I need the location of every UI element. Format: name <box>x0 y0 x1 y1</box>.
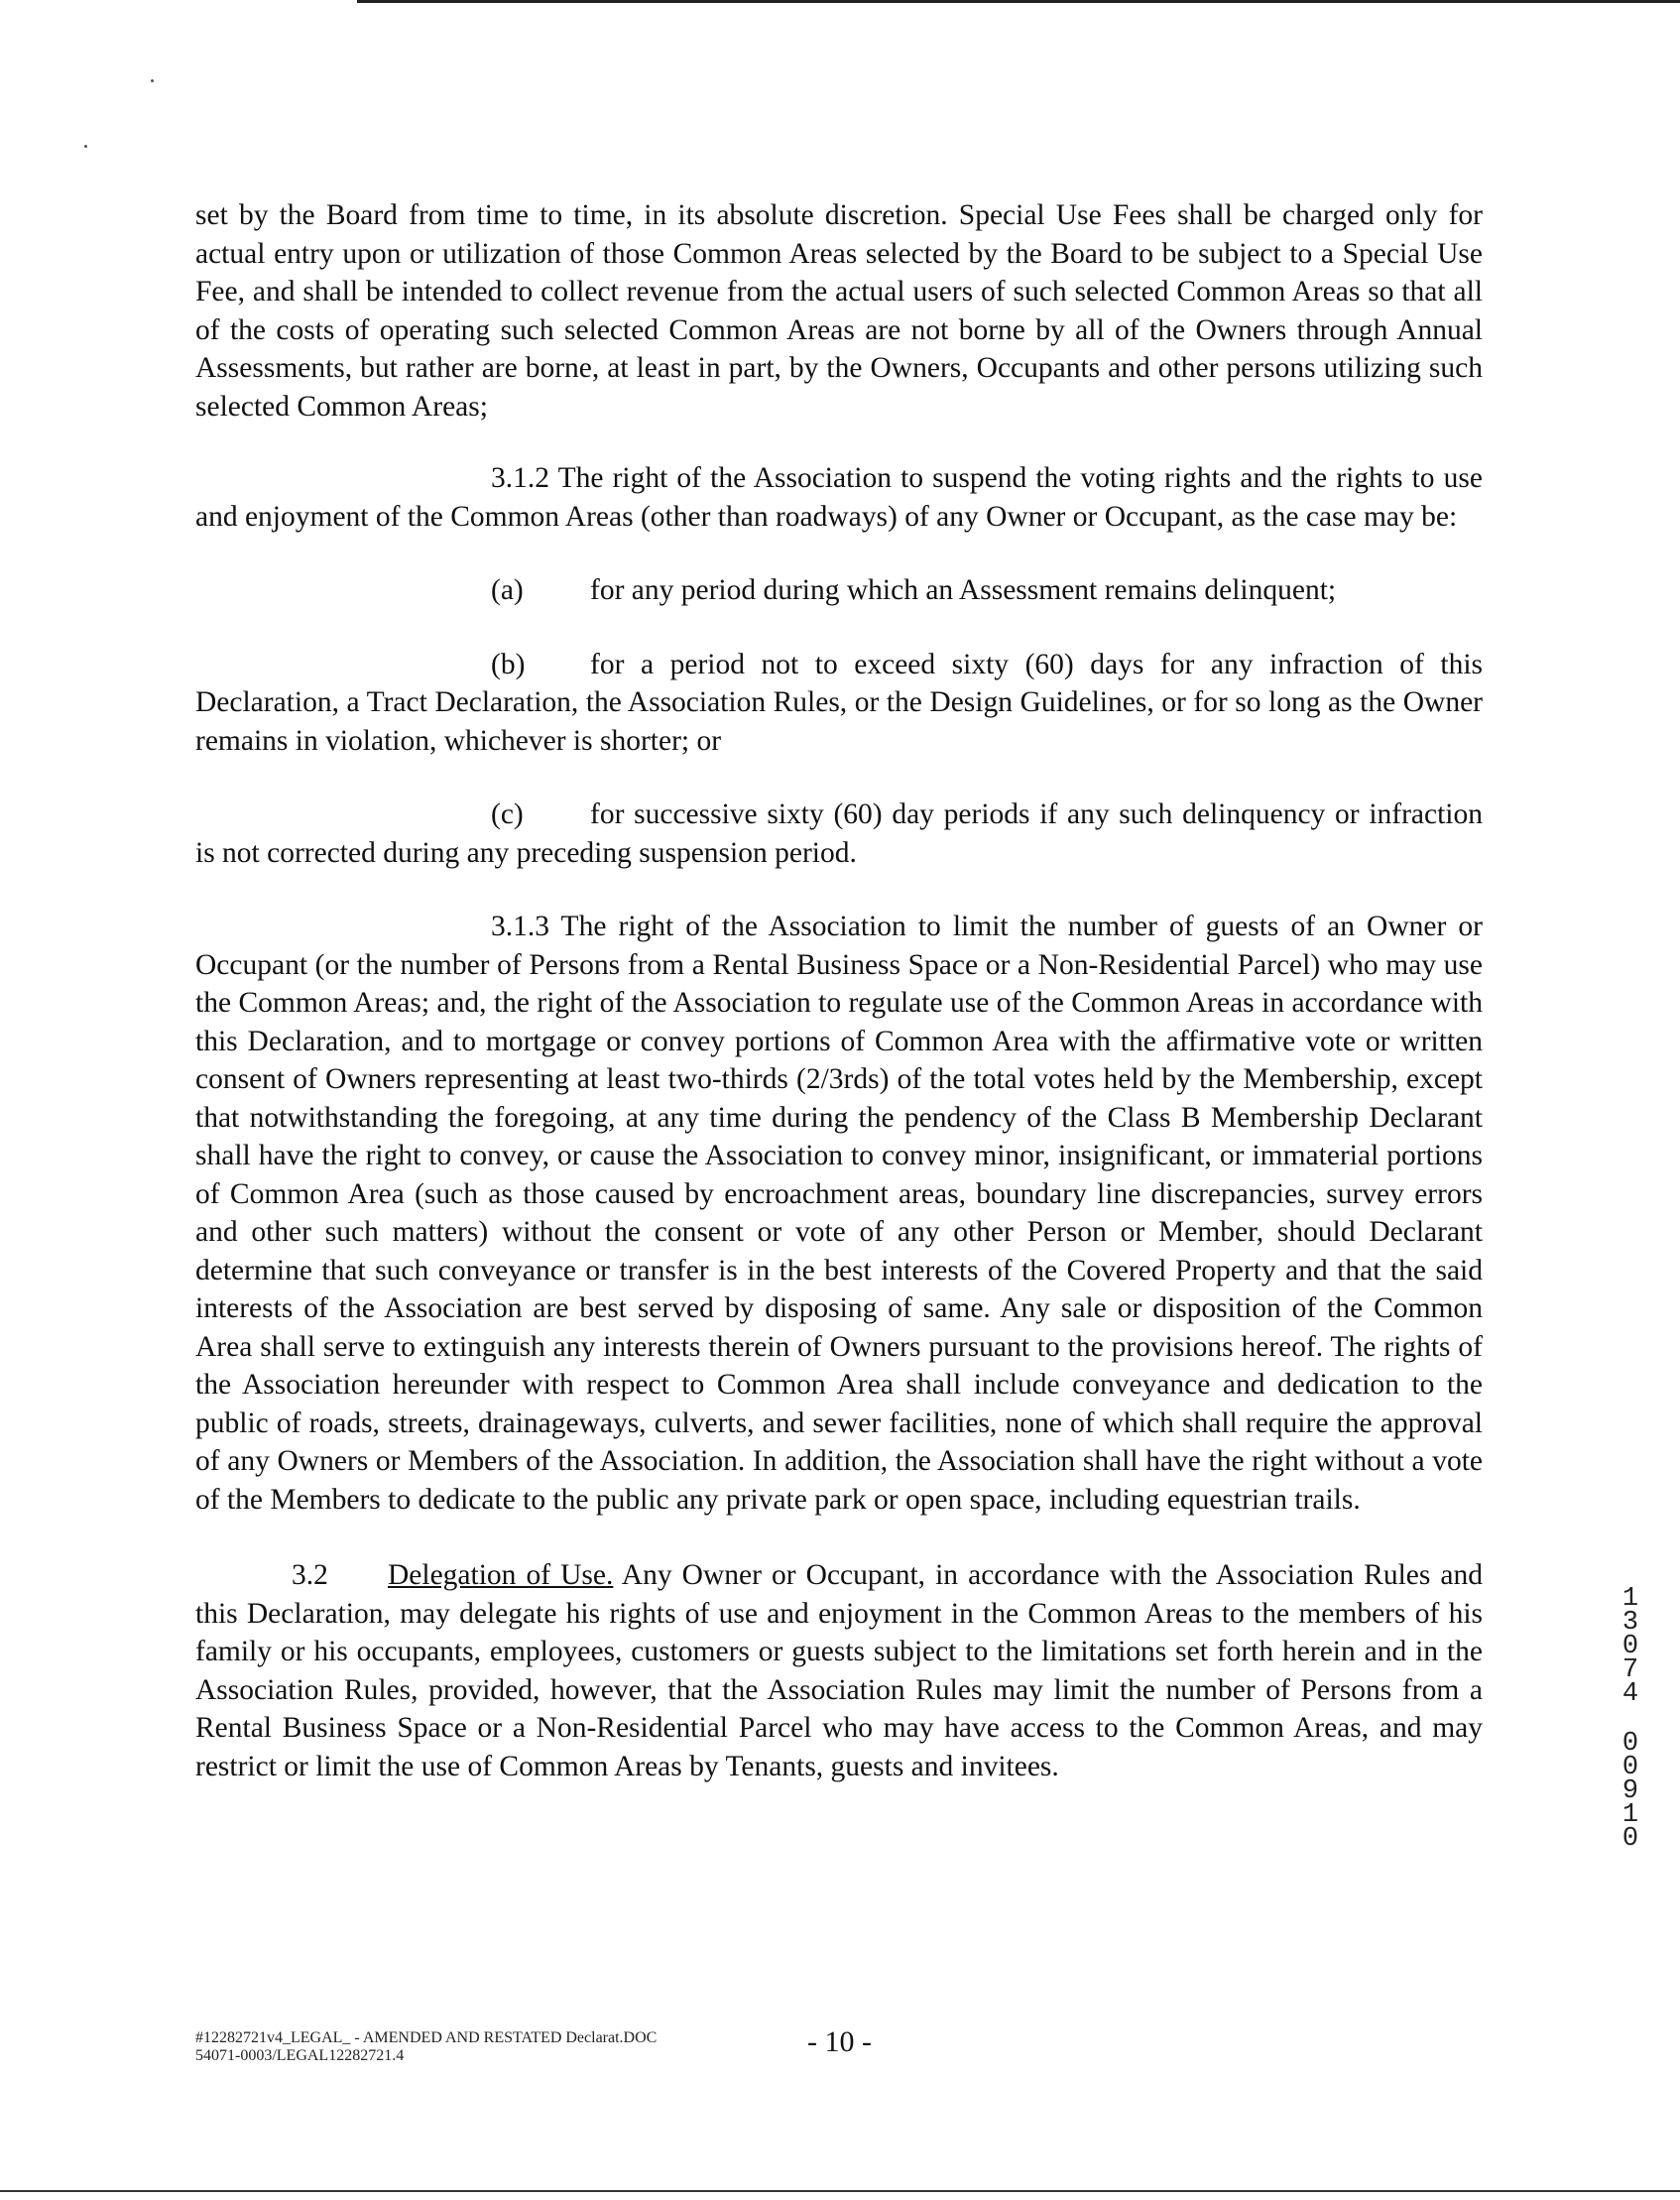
scan-speck <box>151 79 154 82</box>
page-number: - 10 - <box>807 2025 872 2058</box>
side-stamp-number <box>1617 1584 1644 1854</box>
side-stamp-digit: 9 <box>1621 1776 1639 1806</box>
side-stamp-digit: 0 <box>1621 1753 1639 1782</box>
section-3-1-2: 3.1.2 The right of the Association to suspend the voting rights and the rights to use and enjoyment of the Common Areas (other than roadways) of any Owner or Occupant, as the case may be: <box>195 462 1483 533</box>
side-stamp-digit: 3 <box>1621 1608 1639 1638</box>
section-3-2-heading: Delegation of Use. <box>388 1559 614 1591</box>
section-3-2-text: Any Owner or Occupant, in accordance with the Association Rules and this Declaration, may delegate his rights of use and enjoyment in the Common Areas to the members of his family or his occupants, employees, customers or guests subject to the limitations set forth herein and in the Association Rules, provided, however, that the Association Rules may limit the number of Persons from a Rental Business Space or a Non-Residential Parcel who may have access to the Common Areas, and may restrict or limit the use of Common Areas by Tenants, guests and invitees. <box>195 1559 1483 1782</box>
side-stamp-digit: 1 <box>1621 1800 1639 1830</box>
footer-doc-ref: 54071-0003/LEGAL12282721.4 <box>195 2047 405 2064</box>
scan-edge-top <box>357 0 1680 3</box>
side-stamp-digit: 0 <box>1621 1729 1639 1759</box>
section-3-1-3: 3.1.3 The right of the Association to limit the number of guests of an Owner or Occupant (or the number of Persons from a Rental Business Space or a Non-Residential Parcel) who may use the Common Areas; and, the right of the Association to regulate use of the Common Areas in accordance with this Declaration, and to mortgage or convey portions of Common Area with the affirmative vote or written consent of Owners representing at least two-thirds (2/3rds) of the total votes held by the Membership, except that notwithstanding the foregoing, at any time during the pendency of the Class B Membership Declarant shall have the right to convey, or cause the Association to convey minor, insignificant, or immaterial portions of Common Area (such as those caused by encroachment areas, boundary line discrepancies, survey errors and other such matters) without the consent or vote of any other Person or Member, should Declarant determine that such conveyance or transfer is in the best interests of the Covered Property and that the said interests of the Association are best served by disposing of same. Any sale or disposition of the Common Area shall serve to extinguish any interests therein of Owners pursuant to the provisions hereof. The rights of the Association hereunder with respect to Common Area shall include conveyance and dedication to the public of roads, streets, drainageways, culverts, and sewer facilities, none of which shall require the approval of any Owners or Members of the Association. In addition, the Association shall have the right without a vote of the Members to dedicate to the public any private park or open space, including equestrian trails. <box>195 911 1483 1516</box>
document-footer <box>195 2029 657 2065</box>
item-c <box>195 795 1483 872</box>
section-3-2-number: 3.2 <box>292 1559 328 1591</box>
document-body <box>195 196 1483 1785</box>
item-b <box>195 646 1483 761</box>
side-stamp-digit: 4 <box>1621 1679 1639 1709</box>
section-3-2 <box>195 1556 1483 1785</box>
side-stamp-digit: 0 <box>1621 1632 1639 1661</box>
footer-doc-id: #12282721v4_LEGAL_ - AMENDED AND RESTATED Declarat.DOC <box>195 2029 658 2046</box>
item-c-label: (c) <box>491 798 524 830</box>
item-a <box>195 571 1483 610</box>
item-a-label: (a) <box>491 574 524 606</box>
side-stamp-digit: 7 <box>1621 1655 1639 1685</box>
paragraph-special-use-fees: set by the Board from time to time, in its absolute discretion. Special Use Fees shall be charged only for actual entry upon or utilization of those Common Areas selected by the Board to be subject to a Special Use Fee, and shall be intended to collect revenue from the actual users of such selected Common Areas so that all of the costs of operating such selected Common Areas are not borne by all of the Owners through Annual Assessments, but rather are borne, at least in part, by the Owners, Occupants and other persons utilizing such selected Common Areas; <box>195 199 1483 423</box>
item-a-text: for any period during which an Assessment remains delinquent; <box>590 574 1337 606</box>
side-stamp-digit: 0 <box>1621 1824 1639 1854</box>
side-stamp-digit: 1 <box>1621 1584 1639 1614</box>
item-b-text: for a period not to exceed sixty (60) days for any infraction of this Declaration, a Tract Declaration, the Association Rules, or the Design Guidelines, or for so long as the Owner remains in violation, whichever is shorter; or <box>195 648 1483 757</box>
scan-speck <box>84 145 87 148</box>
item-c-text: for successive sixty (60) day periods if any such delinquency or infraction is not corrected during any preceding suspension period. <box>195 798 1483 869</box>
scan-edge-bottom <box>0 2190 1680 2192</box>
item-b-label: (b) <box>491 648 526 680</box>
